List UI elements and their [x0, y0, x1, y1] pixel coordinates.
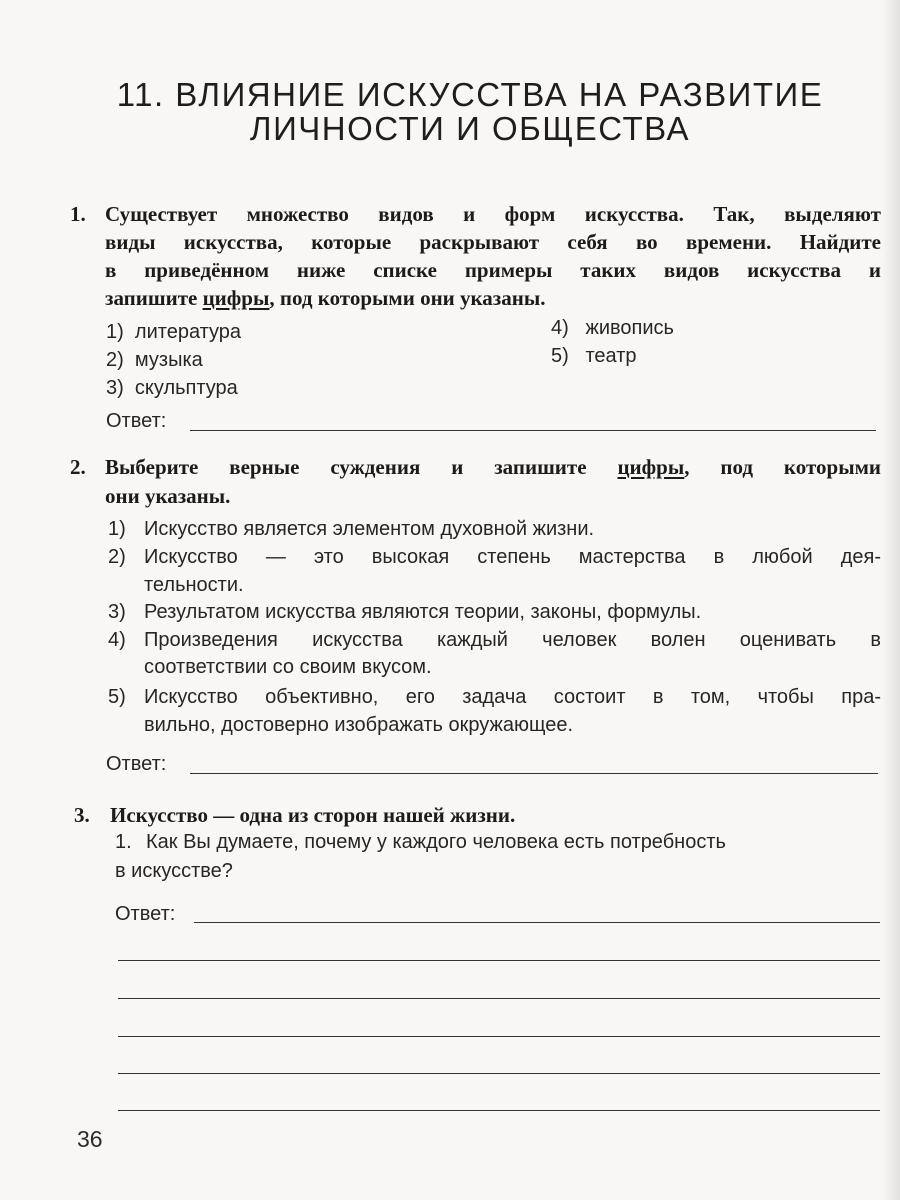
q2-item-number: 4) — [108, 629, 126, 651]
q2-item-2-line-1: Искусство — это высокая степень мастерства в любой дея- — [144, 546, 881, 568]
q3-number: 3. — [74, 803, 90, 827]
q1-option-1 — [106, 321, 241, 344]
q3-answer-line[interactable] — [118, 1110, 880, 1111]
q1-option-4 — [551, 317, 674, 340]
q1-text: , под которыми они указаны. — [269, 286, 546, 310]
option-text: музыка — [134, 349, 203, 371]
q3-answer-line[interactable] — [194, 922, 880, 923]
option-number: 5) — [551, 345, 569, 367]
q1-answer-label: Ответ: — [106, 410, 167, 432]
q3-text: Искусство — одна из сторон нашей жизни. — [110, 803, 516, 827]
q2-item-number: 3) — [108, 601, 126, 623]
q1-underlined-word: цифры — [202, 286, 270, 310]
section-title-line-2: ЛИЧНОСТИ И ОБЩЕСТВА — [249, 110, 691, 147]
q3-answer-line[interactable] — [118, 960, 880, 961]
q2-item-2-line-2: тельности. — [144, 574, 244, 596]
page-number: 36 — [77, 1126, 103, 1152]
option-number: 3) — [106, 377, 124, 399]
q1-answer-line[interactable] — [190, 430, 876, 431]
q1-text: запишите — [105, 286, 203, 310]
q1-line-4 — [105, 286, 546, 311]
q2-item-5-line-2: вильно, достоверно изображать окружающее. — [144, 714, 574, 736]
q2-item-4-line-2: соответствии со своим вкусом. — [144, 656, 432, 678]
q2-line-2: они указаны. — [105, 484, 231, 508]
q2-item-5-line-1: Искусство объективно, его задача состоит в том, чтобы пра- — [144, 686, 881, 708]
q3-sub-line-1: Как Вы думаете, почему у каждого человека есть потребность — [146, 831, 726, 853]
q1-option-3 — [106, 377, 238, 400]
q1-line-3: в приведённом ниже списке примеры таких видов искусства и — [105, 258, 881, 282]
q2-answer-label: Ответ: — [106, 753, 167, 775]
q2-line-1 — [105, 455, 881, 480]
q1-option-5 — [551, 345, 637, 368]
q3-answer-line[interactable] — [118, 1073, 880, 1074]
q2-item-4-line-1: Произведения искусства каждый человек волен оценивать в — [144, 629, 881, 651]
q2-text: , под которыми — [684, 455, 881, 479]
q3-answer-line[interactable] — [118, 998, 880, 999]
q2-item-3: Результатом искусства являются теории, законы, формулы. — [144, 601, 702, 623]
q3-sub-number: 1. — [115, 831, 132, 853]
q2-item-number: 5) — [108, 686, 126, 708]
option-number: 1) — [106, 321, 124, 343]
q2-underlined-word: цифры — [617, 455, 685, 479]
q1-line-1: Существует множество видов и форм искусства. Так, выделяют — [105, 202, 881, 226]
option-number: 4) — [551, 317, 569, 339]
section-title-line-1: 11. ВЛИЯНИЕ ИСКУССТВА НА РАЗВИТИЕ — [116, 76, 824, 113]
option-number: 2) — [106, 349, 124, 371]
q1-line-2: виды искусства, которые раскрывают себя во времени. Найдите — [105, 230, 881, 254]
q2-text: Выберите верные суждения и запишите — [105, 455, 618, 479]
q3-answer-line[interactable] — [118, 1036, 880, 1037]
q2-number: 2. — [70, 455, 86, 479]
page-edge-shadow — [882, 0, 900, 1200]
option-text: живопись — [585, 317, 674, 339]
option-text: театр — [585, 345, 637, 367]
q1-option-2 — [106, 349, 203, 372]
q3-answer-label: Ответ: — [115, 903, 176, 925]
q2-item-1: Искусство является элементом духовной жизни. — [144, 518, 595, 540]
q3-sub-line-2: в искусстве? — [115, 860, 233, 882]
option-text: скульптура — [134, 377, 238, 399]
q2-answer-line[interactable] — [190, 773, 878, 774]
q1-number: 1. — [70, 202, 86, 226]
option-text: литература — [134, 321, 242, 343]
q2-item-number: 2) — [108, 546, 126, 568]
q2-item-number: 1) — [108, 518, 126, 540]
